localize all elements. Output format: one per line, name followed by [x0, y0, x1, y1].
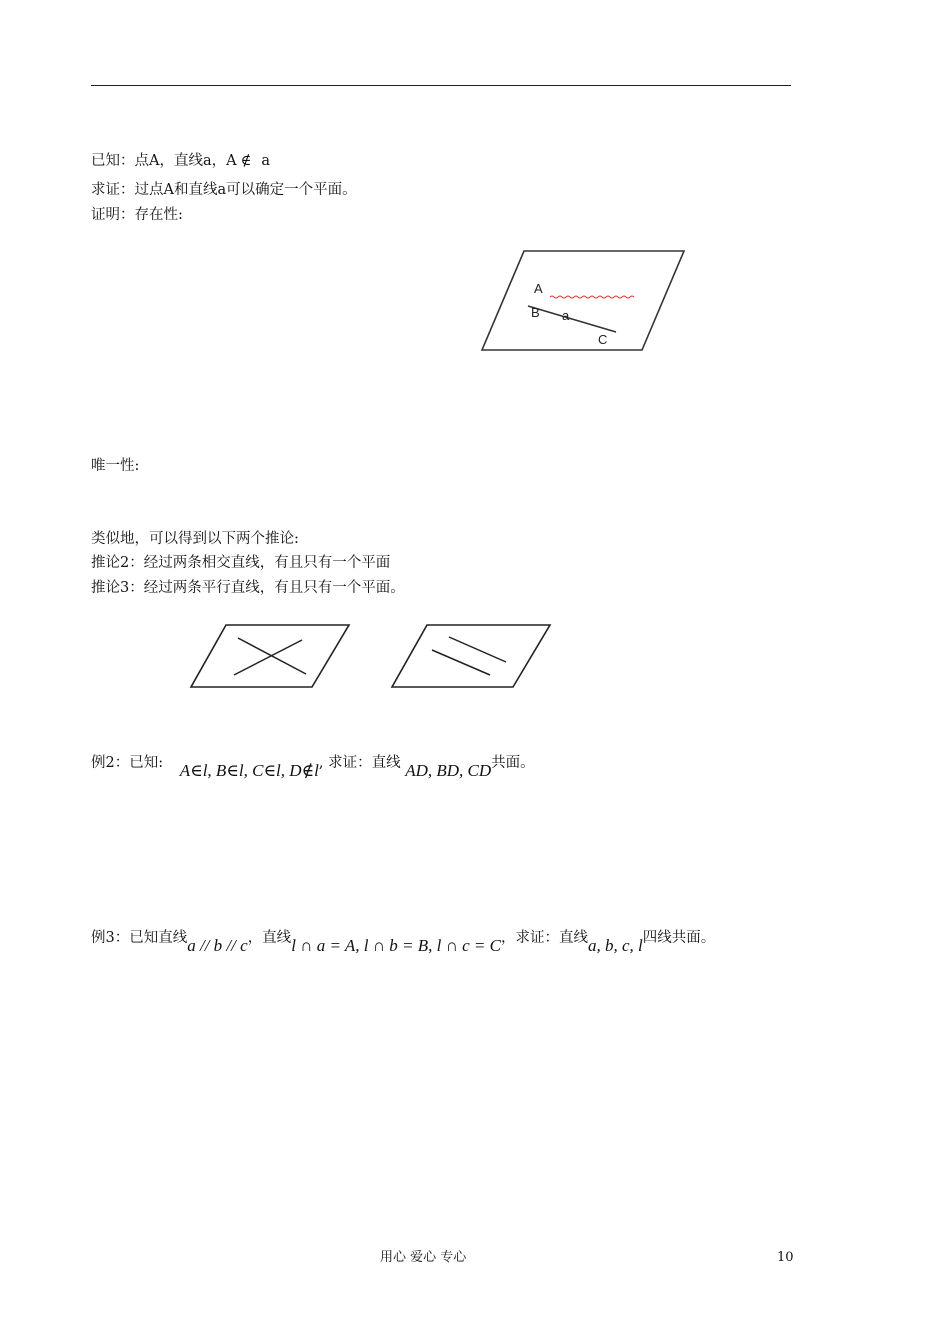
given-tail: a	[261, 153, 270, 169]
label-point-C: C	[598, 332, 608, 347]
given-line	[91, 151, 270, 171]
example-2-math-given: A∈l, B∈l, C∈l, D∉l	[179, 761, 319, 780]
label-point-B: B	[531, 305, 540, 320]
example-3	[91, 928, 715, 956]
example-2-tail: 共面。	[491, 755, 535, 771]
corollary-3: 推论3：经过两条平行直线，有且只有一个平面。	[91, 580, 405, 596]
plane-outline	[392, 625, 550, 687]
label-line-a: a	[562, 308, 570, 323]
proof-existence-heading: 证明：存在性:	[91, 207, 183, 223]
corollary-2: 推论2：经过两条相交直线，有且只有一个平面	[91, 555, 391, 571]
example-3-math-intersections: l ∩ a = A, l ∩ b = B, l ∩ c = C	[291, 936, 501, 955]
uniqueness-heading: 唯一性:	[91, 458, 140, 474]
label-point-A: A	[534, 281, 543, 296]
header-rule	[91, 85, 791, 86]
example-3-tail: 四线共面。	[642, 930, 716, 946]
example-3-math-parallel: a // b // c	[187, 936, 248, 955]
plane-figure-parallel-lines	[389, 622, 553, 690]
parallel-line-1	[449, 637, 506, 662]
plane-figure-intersecting-lines	[188, 622, 352, 690]
page-number: 10	[777, 1250, 794, 1265]
spellcheck-squiggle	[550, 296, 634, 298]
similarly-text: 类似地，可以得到以下两个推论:	[91, 531, 299, 547]
plane-outline	[482, 251, 684, 350]
plane-figure-point-line	[478, 246, 690, 358]
prove-statement: 求证：过点A和直线a可以确定一个平面。	[91, 182, 357, 198]
example-3-mid-2: ，求证：直线	[500, 930, 588, 946]
example-2-label: 例2：已知:	[91, 755, 164, 771]
example-3-math-lines: a, b, c, l	[587, 936, 643, 955]
example-3-mid-1: ，直线	[247, 930, 292, 946]
given-label: 已知：点A，直线a，A	[91, 153, 237, 169]
line-a	[528, 306, 616, 332]
parallel-line-2	[432, 650, 490, 675]
example-3-label: 例3：已知直线	[91, 930, 188, 946]
not-in-symbol: ∉	[240, 153, 252, 169]
intersecting-line-2	[234, 640, 302, 675]
example-2-math-lines: AD, BD, CD	[405, 761, 492, 780]
footer-slogan: 用心 爱心 专心	[380, 1250, 467, 1265]
example-2-mid: , 求证：直线	[318, 755, 401, 771]
example-2	[91, 753, 535, 781]
